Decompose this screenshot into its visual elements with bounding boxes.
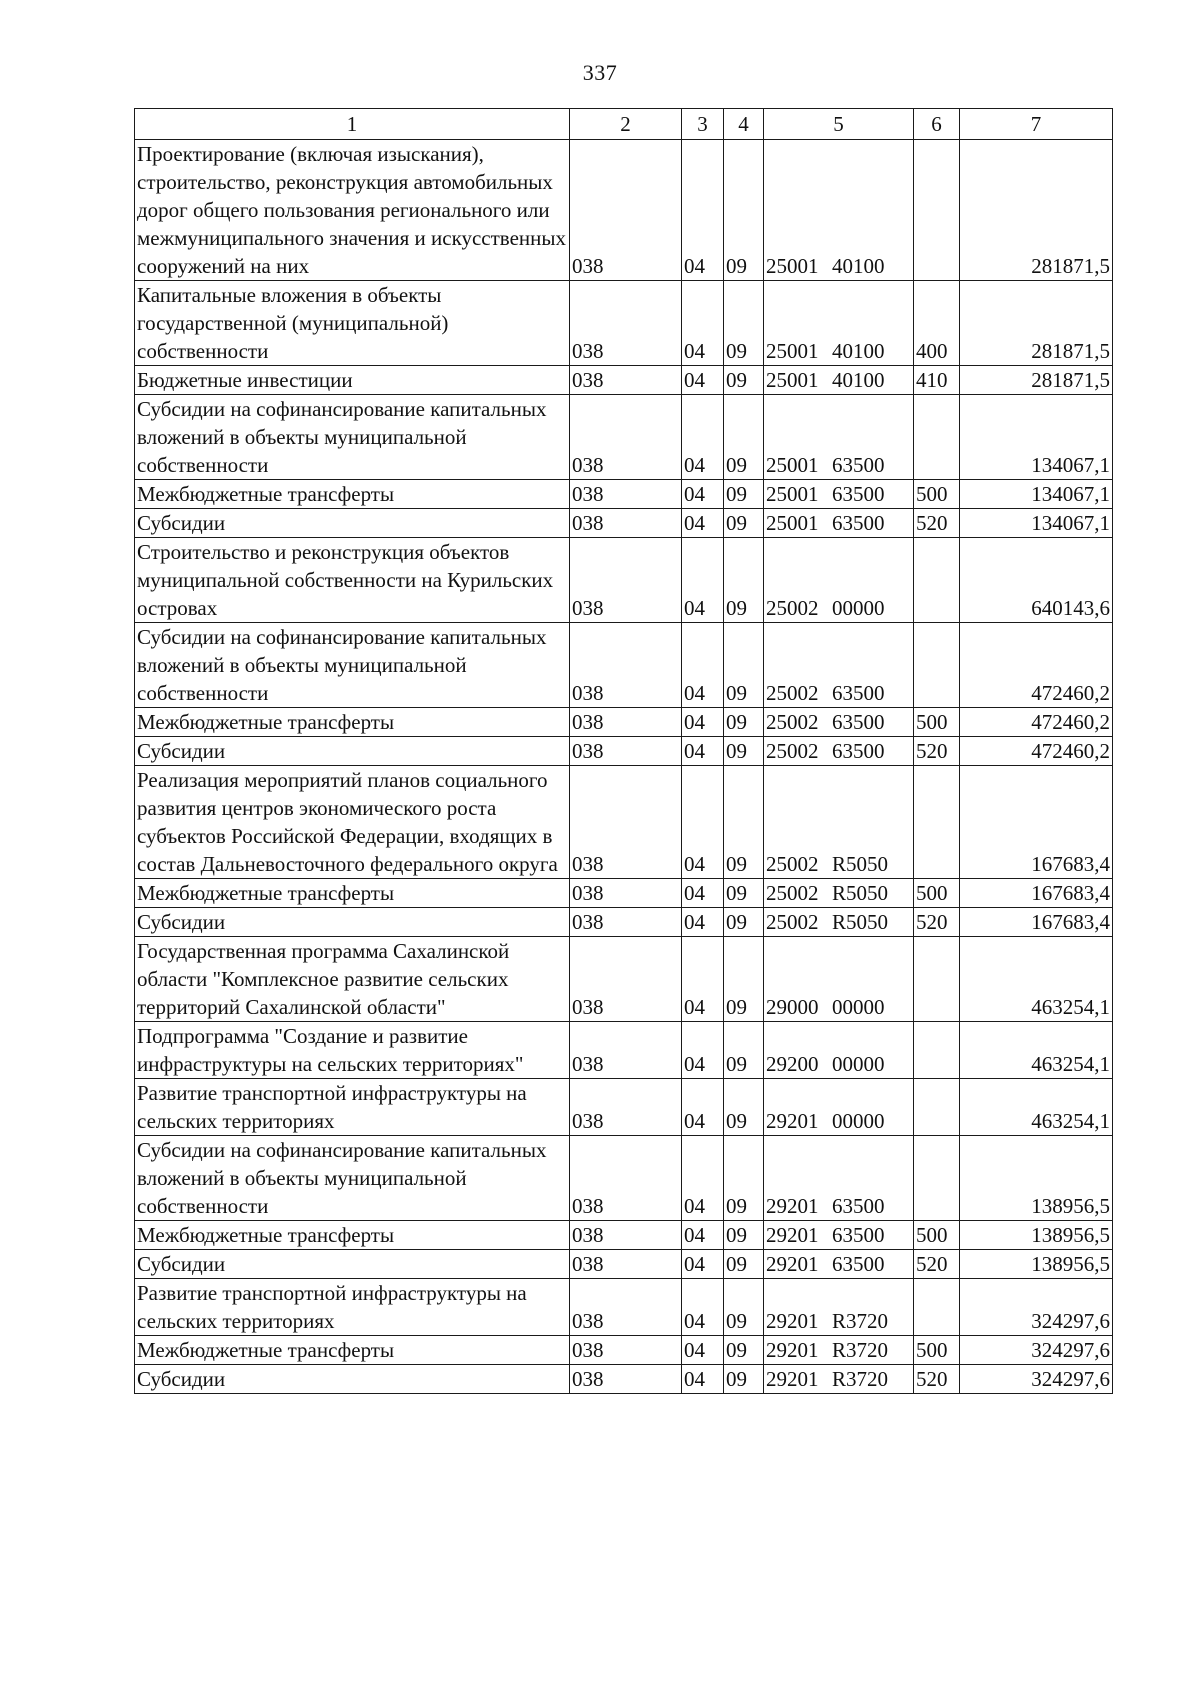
row-name-cell: Межбюджетные трансферты [135, 480, 570, 509]
ministry-code-cell: 038 [570, 1221, 682, 1250]
subsection-cell: 09 [724, 480, 764, 509]
section-cell: 04 [682, 1022, 724, 1079]
ministry-code-cell: 038 [570, 766, 682, 879]
ministry-code-cell: 038 [570, 937, 682, 1022]
target-article-cell [764, 1279, 914, 1336]
page-number: 337 [582, 60, 618, 85]
expense-type-cell: 520 [914, 737, 960, 766]
table-row [135, 1250, 1113, 1279]
target-article-program-code: 29201 [766, 1109, 819, 1133]
expense-type-cell [914, 140, 960, 281]
target-article-cell [764, 766, 914, 879]
subsection-cell: 09 [724, 766, 764, 879]
row-name-cell: Межбюджетные трансферты [135, 708, 570, 737]
table-row [135, 538, 1113, 623]
expense-type-cell [914, 395, 960, 480]
row-name-cell: Подпрограмма "Создание и развитие инфраструктуры на сельских территориях" [135, 1022, 570, 1079]
section-cell: 04 [682, 623, 724, 708]
target-article-program-code: 25002 [766, 739, 819, 763]
ministry-code-cell: 038 [570, 879, 682, 908]
ministry-code-cell: 038 [570, 1336, 682, 1365]
table-row [135, 1221, 1113, 1250]
amount-cell: 463254,1 [960, 937, 1113, 1022]
table-row [135, 509, 1113, 538]
subsection-cell: 09 [724, 1279, 764, 1336]
ministry-code-cell: 038 [570, 623, 682, 708]
row-name-cell: Субсидии [135, 1250, 570, 1279]
target-article-program-code: 25001 [766, 453, 819, 477]
column-header: 1 [135, 109, 570, 140]
target-article-cell [764, 366, 914, 395]
amount-cell: 463254,1 [960, 1022, 1113, 1079]
target-article-program-code: 25002 [766, 852, 819, 876]
target-article-direction-code: 40100 [832, 368, 885, 392]
expense-type-cell [914, 623, 960, 708]
target-article-program-code: 25002 [766, 881, 819, 905]
row-name-cell: Государственная программа Сахалинской области "Комплексное развитие сельских территорий Сахалинской области" [135, 937, 570, 1022]
expense-type-cell: 500 [914, 708, 960, 737]
amount-cell: 167683,4 [960, 879, 1113, 908]
target-article-program-code: 29200 [766, 1052, 819, 1076]
column-header: 6 [914, 109, 960, 140]
ministry-code-cell: 038 [570, 1250, 682, 1279]
amount-cell: 138956,5 [960, 1221, 1113, 1250]
section-cell: 04 [682, 937, 724, 1022]
subsection-cell: 09 [724, 1221, 764, 1250]
table-row [135, 623, 1113, 708]
target-article-cell [764, 937, 914, 1022]
expense-type-cell: 400 [914, 281, 960, 366]
row-name-cell: Строительство и реконструкция объектов муниципальной собственности на Курильских островах [135, 538, 570, 623]
subsection-cell: 09 [724, 509, 764, 538]
table-row [135, 708, 1113, 737]
amount-cell: 138956,5 [960, 1250, 1113, 1279]
ministry-code-cell: 038 [570, 395, 682, 480]
header-row [135, 109, 1113, 140]
ministry-code-cell: 038 [570, 538, 682, 623]
amount-cell: 324297,6 [960, 1336, 1113, 1365]
expense-type-cell: 500 [914, 1336, 960, 1365]
column-header: 4 [724, 109, 764, 140]
ministry-code-cell: 038 [570, 509, 682, 538]
subsection-cell: 09 [724, 366, 764, 395]
target-article-cell [764, 1336, 914, 1365]
amount-cell: 472460,2 [960, 623, 1113, 708]
target-article-direction-code: R3720 [832, 1367, 889, 1391]
target-article-program-code: 25001 [766, 339, 819, 363]
row-name-cell: Реализация мероприятий планов социального развития центров экономического роста субъектов Российской Федерации, входящих в состав Дальневосточного федерального округа [135, 766, 570, 879]
target-article-program-code: 29201 [766, 1309, 819, 1333]
row-name-cell: Субсидии [135, 509, 570, 538]
amount-cell: 167683,4 [960, 908, 1113, 937]
target-article-direction-code: R5050 [832, 910, 889, 934]
section-cell: 04 [682, 281, 724, 366]
section-cell: 04 [682, 766, 724, 879]
target-article-program-code: 25001 [766, 254, 819, 278]
target-article-cell [764, 395, 914, 480]
target-article-direction-code: 40100 [832, 339, 885, 363]
target-article-program-code: 25002 [766, 710, 819, 734]
target-article-direction-code: 00000 [832, 995, 885, 1019]
expense-type-cell [914, 1079, 960, 1136]
target-article-cell [764, 509, 914, 538]
ministry-code-cell: 038 [570, 480, 682, 509]
amount-cell: 138956,5 [960, 1136, 1113, 1221]
row-name-cell: Субсидии на софинансирование капитальных вложений в объекты муниципальной собственности [135, 623, 570, 708]
subsection-cell: 09 [724, 1079, 764, 1136]
row-name-cell: Субсидии [135, 1365, 570, 1394]
expense-type-cell [914, 1022, 960, 1079]
row-name-cell: Развитие транспортной инфраструктуры на сельских территориях [135, 1279, 570, 1336]
table-row [135, 1279, 1113, 1336]
target-article-cell [764, 1136, 914, 1221]
ministry-code-cell: 038 [570, 140, 682, 281]
expense-type-cell: 520 [914, 509, 960, 538]
table-row [135, 1022, 1113, 1079]
amount-cell: 463254,1 [960, 1079, 1113, 1136]
subsection-cell: 09 [724, 395, 764, 480]
subsection-cell: 09 [724, 1250, 764, 1279]
target-article-program-code: 29201 [766, 1338, 819, 1362]
column-header: 3 [682, 109, 724, 140]
target-article-program-code: 25002 [766, 596, 819, 620]
section-cell: 04 [682, 366, 724, 395]
row-name-cell: Развитие транспортной инфраструктуры на сельских территориях [135, 1079, 570, 1136]
target-article-direction-code: R3720 [832, 1338, 889, 1362]
section-cell: 04 [682, 879, 724, 908]
expense-type-cell: 520 [914, 908, 960, 937]
subsection-cell: 09 [724, 1022, 764, 1079]
amount-cell: 134067,1 [960, 395, 1113, 480]
expense-type-cell [914, 937, 960, 1022]
subsection-cell: 09 [724, 708, 764, 737]
section-cell: 04 [682, 1336, 724, 1365]
target-article-program-code: 25001 [766, 511, 819, 535]
target-article-direction-code: 63500 [832, 1194, 885, 1218]
target-article-cell [764, 708, 914, 737]
expense-type-cell: 410 [914, 366, 960, 395]
subsection-cell: 09 [724, 281, 764, 366]
target-article-direction-code: R3720 [832, 1309, 889, 1333]
row-name-cell: Субсидии [135, 737, 570, 766]
target-article-cell [764, 1221, 914, 1250]
target-article-direction-code: 63500 [832, 482, 885, 506]
subsection-cell: 09 [724, 1336, 764, 1365]
target-article-direction-code: 63500 [832, 1223, 885, 1247]
table-row [135, 140, 1113, 281]
target-article-program-code: 29201 [766, 1252, 819, 1276]
target-article-direction-code: 63500 [832, 739, 885, 763]
ministry-code-cell: 038 [570, 1279, 682, 1336]
table-row [135, 281, 1113, 366]
target-article-direction-code: 00000 [832, 596, 885, 620]
section-cell: 04 [682, 140, 724, 281]
table-row [135, 1079, 1113, 1136]
section-cell: 04 [682, 509, 724, 538]
section-cell: 04 [682, 1136, 724, 1221]
target-article-program-code: 25002 [766, 910, 819, 934]
target-article-direction-code: 00000 [832, 1052, 885, 1076]
row-name-cell: Субсидии [135, 908, 570, 937]
column-header: 7 [960, 109, 1113, 140]
section-cell: 04 [682, 538, 724, 623]
subsection-cell: 09 [724, 908, 764, 937]
target-article-cell [764, 1079, 914, 1136]
row-name-cell: Капитальные вложения в объекты государственной (муниципальной) собственности [135, 281, 570, 366]
subsection-cell: 09 [724, 623, 764, 708]
amount-cell: 134067,1 [960, 480, 1113, 509]
target-article-direction-code: 00000 [832, 1109, 885, 1133]
ministry-code-cell: 038 [570, 1136, 682, 1221]
target-article-direction-code: 63500 [832, 1252, 885, 1276]
ministry-code-cell: 038 [570, 708, 682, 737]
target-article-program-code: 29000 [766, 995, 819, 1019]
target-article-cell [764, 737, 914, 766]
expense-type-cell [914, 1136, 960, 1221]
amount-cell: 281871,5 [960, 281, 1113, 366]
table-row [135, 937, 1113, 1022]
section-cell: 04 [682, 480, 724, 509]
expense-type-cell: 520 [914, 1250, 960, 1279]
target-article-cell [764, 1365, 914, 1394]
target-article-cell [764, 1250, 914, 1279]
section-cell: 04 [682, 1250, 724, 1279]
amount-cell: 134067,1 [960, 509, 1113, 538]
ministry-code-cell: 038 [570, 1365, 682, 1394]
ministry-code-cell: 038 [570, 366, 682, 395]
table-row [135, 737, 1113, 766]
table-row [135, 1336, 1113, 1365]
target-article-cell [764, 908, 914, 937]
target-article-cell [764, 538, 914, 623]
row-name-cell: Бюджетные инвестиции [135, 366, 570, 395]
target-article-program-code: 25002 [766, 681, 819, 705]
target-article-cell [764, 879, 914, 908]
section-cell: 04 [682, 395, 724, 480]
table-row [135, 1365, 1113, 1394]
ministry-code-cell: 038 [570, 281, 682, 366]
column-header: 5 [764, 109, 914, 140]
section-cell: 04 [682, 737, 724, 766]
amount-cell: 281871,5 [960, 366, 1113, 395]
amount-cell: 472460,2 [960, 737, 1113, 766]
target-article-direction-code: 63500 [832, 511, 885, 535]
row-name-cell: Проектирование (включая изыскания), строительство, реконструкция автомобильных дорог общего пользования регионального или межмуниципального значения и искусственных сооружений на них [135, 140, 570, 281]
target-article-program-code: 25001 [766, 368, 819, 392]
target-article-program-code: 29201 [766, 1223, 819, 1247]
target-article-cell [764, 623, 914, 708]
target-article-program-code: 29201 [766, 1367, 819, 1391]
section-cell: 04 [682, 908, 724, 937]
subsection-cell: 09 [724, 1136, 764, 1221]
section-cell: 04 [682, 1365, 724, 1394]
target-article-cell [764, 480, 914, 509]
row-name-cell: Межбюджетные трансферты [135, 1221, 570, 1250]
section-cell: 04 [682, 1221, 724, 1250]
table-body [135, 140, 1113, 1394]
ministry-code-cell: 038 [570, 908, 682, 937]
expense-type-cell [914, 1279, 960, 1336]
target-article-program-code: 29201 [766, 1194, 819, 1218]
table-row [135, 879, 1113, 908]
amount-cell: 324297,6 [960, 1365, 1113, 1394]
row-name-cell: Межбюджетные трансферты [135, 879, 570, 908]
expense-type-cell: 520 [914, 1365, 960, 1394]
ministry-code-cell: 038 [570, 1022, 682, 1079]
table-row [135, 366, 1113, 395]
target-article-direction-code: 63500 [832, 453, 885, 477]
subsection-cell: 09 [724, 937, 764, 1022]
expense-type-cell [914, 538, 960, 623]
row-name-cell: Субсидии на софинансирование капитальных вложений в объекты муниципальной собственности [135, 395, 570, 480]
target-article-cell [764, 281, 914, 366]
target-article-direction-code: 40100 [832, 254, 885, 278]
expense-type-cell [914, 766, 960, 879]
ministry-code-cell: 038 [570, 1079, 682, 1136]
target-article-cell [764, 1022, 914, 1079]
ministry-code-cell: 038 [570, 737, 682, 766]
table-row [135, 480, 1113, 509]
target-article-direction-code: R5050 [832, 852, 889, 876]
target-article-direction-code: 63500 [832, 681, 885, 705]
amount-cell: 640143,6 [960, 538, 1113, 623]
row-name-cell: Межбюджетные трансферты [135, 1336, 570, 1365]
subsection-cell: 09 [724, 538, 764, 623]
table-row [135, 766, 1113, 879]
subsection-cell: 09 [724, 737, 764, 766]
row-name-cell: Субсидии на софинансирование капитальных вложений в объекты муниципальной собственности [135, 1136, 570, 1221]
section-cell: 04 [682, 708, 724, 737]
expense-type-cell: 500 [914, 480, 960, 509]
target-article-cell [764, 140, 914, 281]
amount-cell: 281871,5 [960, 140, 1113, 281]
table-row [135, 908, 1113, 937]
subsection-cell: 09 [724, 140, 764, 281]
target-article-program-code: 25001 [766, 482, 819, 506]
target-article-direction-code: R5050 [832, 881, 889, 905]
table-row [135, 395, 1113, 480]
table-row [135, 1136, 1113, 1221]
column-header: 2 [570, 109, 682, 140]
subsection-cell: 09 [724, 879, 764, 908]
amount-cell: 167683,4 [960, 766, 1113, 879]
amount-cell: 324297,6 [960, 1279, 1113, 1336]
subsection-cell: 09 [724, 1365, 764, 1394]
budget-table [134, 108, 1113, 1394]
amount-cell: 472460,2 [960, 708, 1113, 737]
section-cell: 04 [682, 1279, 724, 1336]
section-cell: 04 [682, 1079, 724, 1136]
expense-type-cell: 500 [914, 1221, 960, 1250]
expense-type-cell: 500 [914, 879, 960, 908]
target-article-direction-code: 63500 [832, 710, 885, 734]
